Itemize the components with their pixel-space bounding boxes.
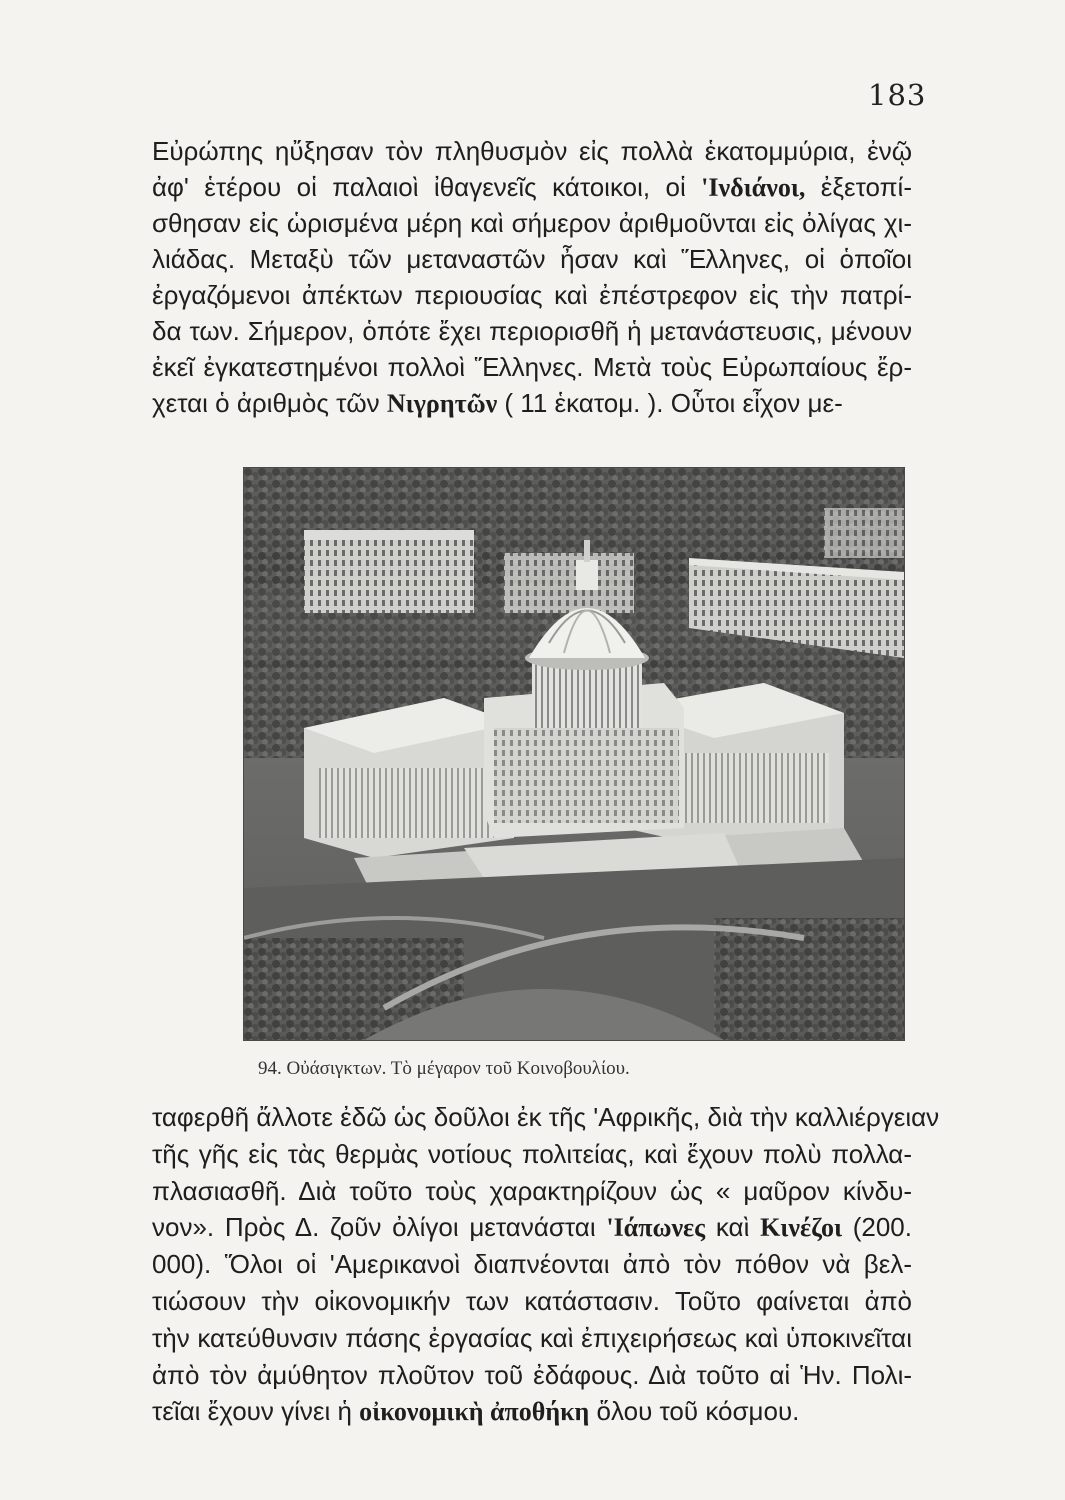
top-paragraph — [152, 133, 912, 421]
text-line: τῆς γῆς εἰς τὰς θερμὰς νοτίους πολιτείας, καὶ ἔχουν πολὺ πολλα- — [152, 1138, 912, 1169]
figure-caption: 94. Οὐάσιγκτων. Τὸ μέγαρον τοῦ Κοινοβουλίου. — [258, 1058, 630, 1079]
text-line: χεται ὁ ἀριθμὸς τῶν Νιγρητῶν ( 11 ἑκατομ. ). Οὗτοι εἶχον με- — [152, 388, 843, 418]
text-line: νον». Πρὸς Δ. ζοῦν ὀλίγοι μετανάσται 'Ιάπωνες καὶ Κινέζοι (200. — [152, 1212, 912, 1243]
text-line: ἐκεῖ ἐγκατεστημένοι πολλοὶ Ἕλληνες. Μετὰ τοὺς Εὐρωπαίους ἔρ- — [152, 352, 912, 382]
text-line: τὴν κατεύθυνσιν πάσης ἐργασίας καὶ ἐπιχειρήσεως καὶ ὑποκινεῖται — [152, 1322, 912, 1353]
text-line: ἐργαζόμενοι ἀπέκτων περιουσίας καὶ ἐπέστρεφον εἰς τὴν πατρί- — [152, 280, 912, 310]
bottom-paragraph — [152, 1099, 940, 1430]
text-line: ἀπὸ τὸν ἀμύθητον πλοῦτον τοῦ ἐδάφους. Διὰ τοῦτο αἱ Ἡν. Πολι- — [152, 1359, 912, 1390]
text-line: πλασιασθῆ. Διὰ τοῦτο τοὺς χαρακτηρίζουν ὡς « μαῦρον κίνδυ- — [152, 1175, 912, 1206]
text-line: σθησαν εἰς ὡρισμένα μέρη καὶ σήμερον ἀριθμοῦνται εἰς ὀλίγας χι- — [152, 208, 912, 238]
capitol-aerial-image — [244, 468, 904, 1040]
page-number: 183 — [868, 78, 927, 112]
text-line: τεῖαι ἔχουν γίνει ἡ οἰκονομικὴ ἀποθήκη ὅλου τοῦ κόσμου. — [152, 1396, 800, 1427]
text-line: λιάδας. Μεταξὺ τῶν μεταναστῶν ἦσαν καὶ Ἕλληνες, οἱ ὁποῖοι — [152, 244, 912, 274]
text-line: ταφερθῆ ἄλλοτε ἐδῶ ὡς δοῦλοι ἐκ τῆς 'Αφρικῆς, διὰ τὴν καλλιέργειαν — [152, 1102, 940, 1132]
text-line: Εὐρώπης ηὔξησαν τὸν πληθυσμὸν εἰς πολλὰ ἑκατομμύρια, ἐνῷ — [152, 136, 912, 166]
capitol-photograph — [243, 467, 905, 1041]
text-line: ἀφ' ἑτέρου οἱ παλαιοὶ ἰθαγενεῖς κάτοικοι, οἱ 'Ινδιάνοι, ἐξετοπί- — [152, 172, 912, 202]
text-line: δα των. Σήμερον, ὁπότε ἔχει περιορισθῆ ἡ μετανάστευσις, μένουν — [152, 316, 912, 346]
text-line: 000). Ὅλοι οἱ 'Αμερικανοὶ διαπνέονται ἀπὸ τὸν πόθον νὰ βελ- — [152, 1249, 912, 1280]
text-line: τιώσουν τὴν οἰκονομικήν των κατάστασιν. Τοῦτο φαίνεται ἀπὸ — [152, 1285, 912, 1316]
